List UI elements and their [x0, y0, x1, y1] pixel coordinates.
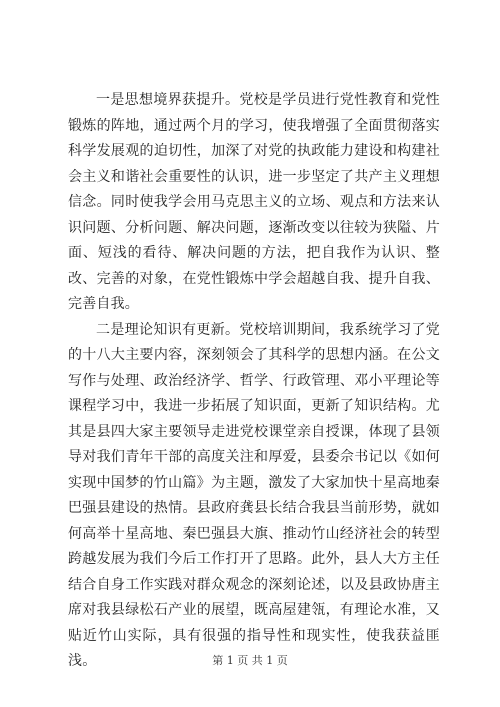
document-body [68, 88, 440, 675]
paragraph-theoretical-knowledge: 二是理论知识有更新。党校培训期间，我系统学习了党的十八大主要内容，深刻领会了其科学的思想内涵。在公文写作与处理、政治经济学、哲学、行政管理、邓小平理论等课程学习中，我进一步拓展了知识面，更新了知识结构。尤其是县四大家主要领导走进党校课堂亲自授课，体现了县领导对我们青年干部的高度关注和厚爱，县委佘书记以《如何实现中国梦的竹山篇》为主题，激发了大家加快十星高地秦巴强县建设的热情。县政府龚县长结合我县当前形势，就如何高举十星高地、秦巴强县大旗、推动竹山经济社会的转型跨越发展为我们今后工作打开了思路。此外，县人大方主任结合自身工作实践对群众观念的深刻论述，以及县政协唐主席对我县绿松石产业的展望，既高屋建瓴，有理论水准，又贴近竹山实际，具有很强的指导性和现实性，使我获益匪浅。 [68, 321, 440, 669]
paragraph-ideological-realm: 一是思想境界获提升。党校是学员进行党性教育和党性锻炼的阵地，通过两个月的学习，使我增强了全面贯彻落实科学发展观的迫切性，加深了对党的执政能力建设和构建社会主义和谐社会重要性的认识，进一步坚定了共产主义理想信念。同时使我学会用马克思主义的立场、观点和方法来认识问题、分析问题、解决问题，逐渐改变以往较为狭隘、片面、短浅的看待、解决问题的方法，把自我作为认识、整改、完善的对象，在党性锻炼中学会超越自我、提升自我、完善自我。 [68, 92, 440, 312]
page-number-footer: 第 1 页 共 1 页 [212, 654, 288, 667]
